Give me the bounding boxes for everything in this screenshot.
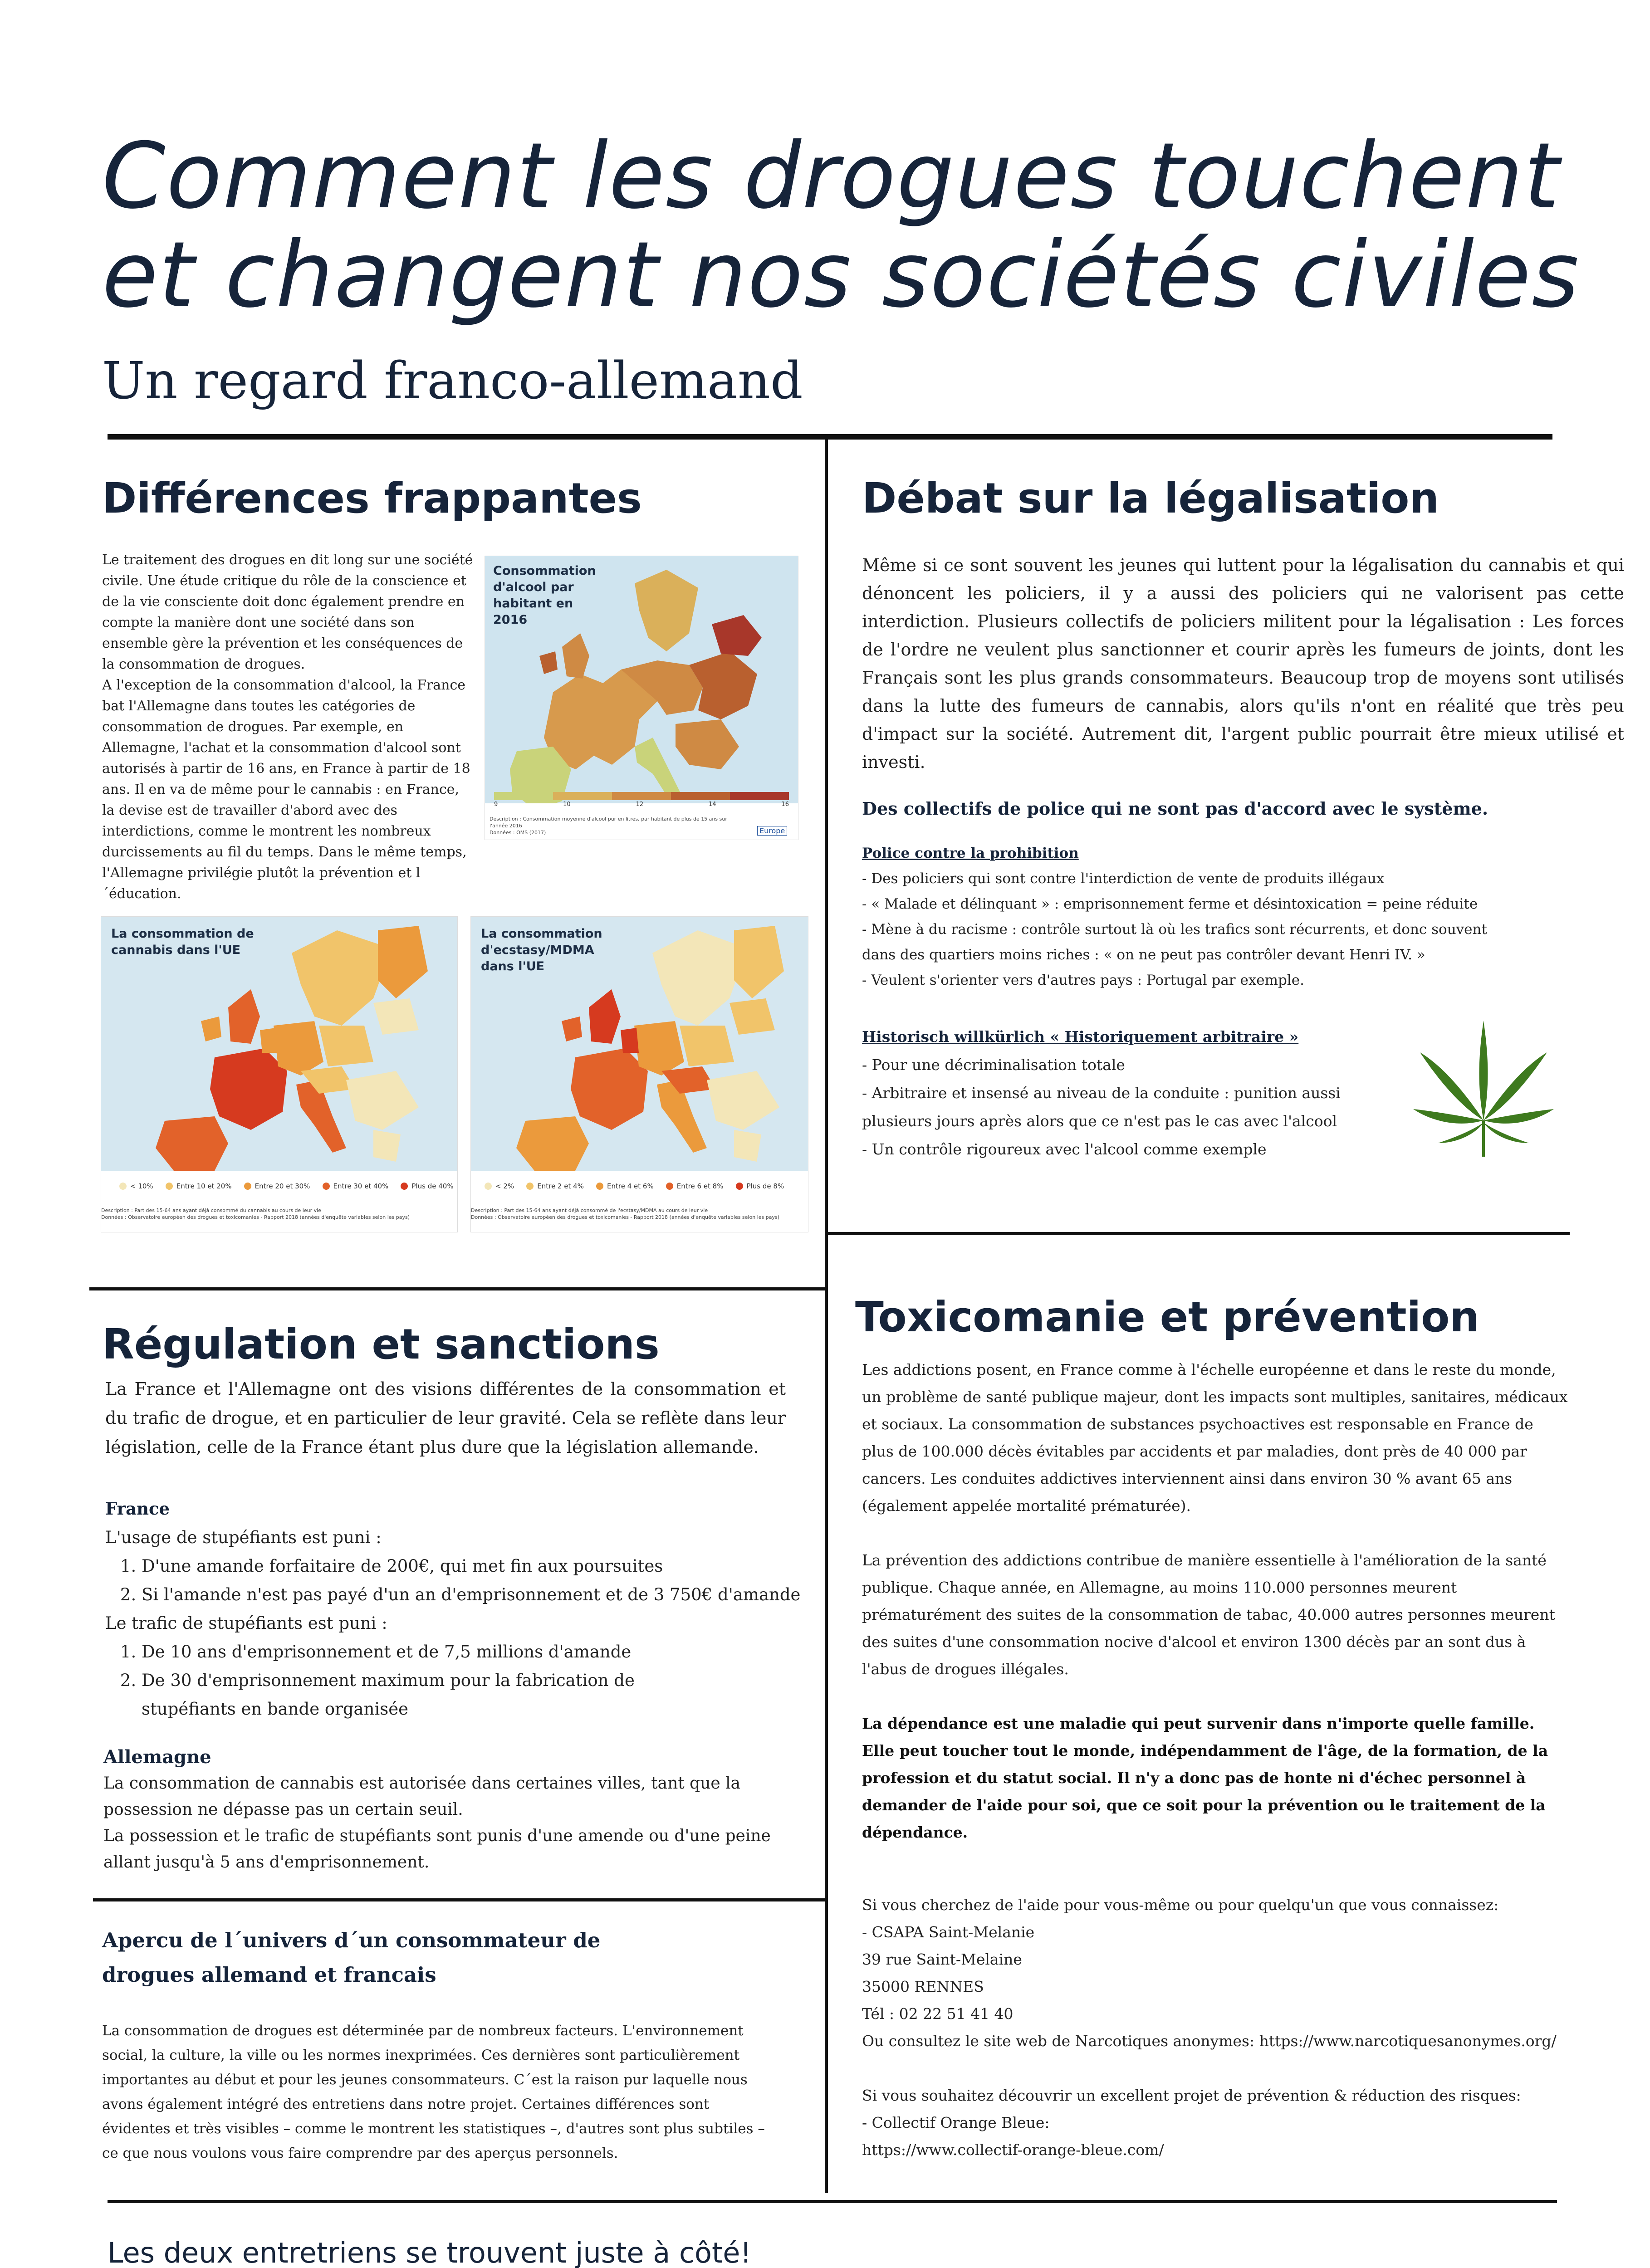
help-line-1: - CSAPA Saint-Melanie bbox=[862, 1923, 1035, 1941]
leaf-right-1 bbox=[1484, 1052, 1547, 1120]
cannabis-legend-item-1 bbox=[119, 1182, 153, 1190]
ecstasy-legend-item-4 bbox=[666, 1182, 724, 1190]
debat-group-1-title: Police contre la prohibition bbox=[862, 845, 1079, 861]
cannabis-legend-label-1: < 10% bbox=[130, 1182, 153, 1190]
alcohol-caption-2: Données : OMS (2017) bbox=[490, 830, 546, 836]
ecstasy-legend-item-1 bbox=[485, 1182, 514, 1190]
map-land-balkans bbox=[676, 719, 739, 769]
ecstasy-legend-item-3 bbox=[596, 1182, 654, 1190]
debat-subheading: Des collectifs de police qui ne sont pas d'accord avec le système. bbox=[862, 798, 1488, 819]
cann-land-ireland bbox=[201, 1017, 221, 1041]
cannabis-legend-label-3: Entre 20 et 30% bbox=[255, 1182, 310, 1190]
debat-group-1-item-1: - Des policiers qui sont contre l'interdiction de vente de produits illégaux bbox=[862, 870, 1385, 887]
project-line-2[interactable]: https://www.collectif-orange-bleue.com/ bbox=[862, 2141, 1164, 2159]
toxicomanie-paragraph-1: Les addictions posent, en France comme à l'échelle européenne et dans le reste du monde, un problème de santé publique majeur, dont les impacts sont multiples, sanitaires, médicaux et sociaux. La consommation de substances psychoactives est responsable en France de plus de 100.000 décès évitables par accidents et par maladies, dont près de 40 000 par cancers. Les conduites addictives interviennent ainsi dans environ 30 % avant 65 ans (également appelée mortalité prématurée). bbox=[862, 1361, 1568, 1515]
help-line-3: 35000 RENNES bbox=[862, 1978, 984, 1995]
project-intro: Si vous souhaitez découvrir un excellent projet de prévention & réduction des risques: bbox=[862, 2087, 1521, 2104]
page-title bbox=[102, 123, 1580, 328]
alcohol-map-caption bbox=[490, 816, 744, 836]
cann-land-balkans bbox=[346, 1071, 419, 1130]
ecs-land-benelux bbox=[621, 1028, 639, 1053]
debat-heading: Débat sur la légalisation bbox=[862, 474, 1439, 523]
differences-paragraph-2: A l'exception de la consommation d'alcool, la France bat l'Allemagne dans toutes les catégories de consommation de drogues. Par exemple, en Allemagne, l'achat et la consommation d'alcool sont autorisés à partir de 16 ans, en France à partir de 18 ans. Il en va de même pour le cannabis : en France, la devise est de travailler d'abord avec des interdictions, comme le montrent les nombreux durcissements au fil du temps. Dans le même temps, l'Allemagne privilégie plutôt la prévention et l´éducation. bbox=[102, 677, 470, 902]
ecstasy-legend bbox=[485, 1182, 794, 1192]
europe-badge: Europe bbox=[757, 826, 787, 836]
help-line-4: Tél : 02 22 51 41 40 bbox=[862, 2005, 1014, 2023]
leaf-left-3 bbox=[1438, 1123, 1484, 1143]
cann-land-finland bbox=[378, 926, 428, 998]
cannabis-legend-label-2: Entre 10 et 20% bbox=[176, 1182, 232, 1190]
alcohol-scale-4 bbox=[671, 792, 730, 800]
map-land-italy bbox=[635, 738, 680, 799]
ecstasy-legend-label-3: Entre 4 et 6% bbox=[607, 1182, 654, 1190]
map-land-nordic bbox=[635, 570, 698, 651]
ecs-land-germany bbox=[634, 1021, 684, 1075]
alcohol-map-title: Consommation d'alcool par habitant en 2016 bbox=[493, 564, 596, 627]
cann-land-france bbox=[210, 1048, 287, 1130]
france-use-item-1: 1. D'une amande forfaitaire de 200€, qui met fin aux poursuites bbox=[142, 1552, 813, 1580]
ecstasy-legend-label-1: < 2% bbox=[495, 1182, 514, 1190]
cann-land-germany bbox=[274, 1021, 323, 1075]
france-use-item-2: 2. Si l'amande n'est pas payé d'un an d'emprisonnement et de 3 750€ d'amande bbox=[142, 1580, 813, 1609]
alcohol-scale-labels bbox=[494, 801, 789, 808]
alcohol-scale-3 bbox=[612, 792, 671, 800]
ecs-land-greece bbox=[734, 1130, 761, 1162]
ecstasy-map-title: La consommation d'ecstasy/MDMA dans l'UE bbox=[481, 927, 602, 973]
ecstasy-legend-label-2: Entre 2 et 4% bbox=[537, 1182, 584, 1190]
help-line-2: 39 rue Saint-Melaine bbox=[862, 1950, 1022, 1968]
legend-dot bbox=[596, 1183, 603, 1190]
cann-land-poland bbox=[319, 1026, 373, 1066]
apercu-heading-line-1: Apercu de l´univers d´un consommateur de bbox=[102, 1928, 601, 1952]
alcohol-map bbox=[485, 556, 798, 840]
debat-group-1-item-4: - Veulent s'orienter vers d'autres pays : Portugal par exemple. bbox=[862, 972, 1305, 988]
legend-dot bbox=[485, 1183, 492, 1190]
germany-paragraph-1: La consommation de cannabis est autorisée dans certaines villes, tant que la possession ne dépasse pas un certain seuil. bbox=[103, 1774, 741, 1819]
ecs-land-france bbox=[571, 1048, 648, 1130]
ecstasy-legend-item-5 bbox=[736, 1182, 784, 1190]
germany-title: Allemagne bbox=[103, 1746, 211, 1768]
header-rule bbox=[108, 434, 1552, 440]
title-line-1: Comment les drogues touchent bbox=[102, 123, 1561, 229]
legend-dot bbox=[244, 1183, 251, 1190]
ecs-land-baltic bbox=[730, 998, 775, 1035]
debat-group-2-item-2: - Arbitraire et insensé au niveau de la conduite : punition aussi plusieurs jours après alors que ce n'est pas le cas avec l'alcool bbox=[862, 1084, 1341, 1130]
legend-dot bbox=[401, 1183, 408, 1190]
france-use: L'usage de stupéfiants est puni : bbox=[105, 1528, 382, 1547]
cannabis-leaf-graphic bbox=[1411, 1016, 1556, 1161]
regulation-heading: Régulation et sanctions bbox=[102, 1320, 660, 1369]
legend-dot bbox=[119, 1183, 127, 1190]
ecstasy-legend-item-2 bbox=[526, 1182, 584, 1190]
france-title: France bbox=[105, 1499, 170, 1519]
cann-land-uk bbox=[228, 989, 260, 1044]
ecs-land-iberia bbox=[516, 1116, 589, 1171]
france-traffic-item-1: 1. De 10 ans d'emprisonnement et de 7,5 millions d'amande bbox=[142, 1637, 731, 1666]
leaf-right-3 bbox=[1484, 1123, 1529, 1143]
toxicomanie-text bbox=[862, 1356, 1570, 2164]
toxicomanie-paragraph-3: La dépendance est une maladie qui peut survenir dans n'importe quelle famille. Elle peut toucher tout le monde, indépendamment de l'âge, de la formation, de la profession et du statut social. Il n'y a donc pas de honte ni d'échec personnel à demander de l'aide pour soi, que ce soit pour la prévention ou le traitement de la dépendance. bbox=[862, 1715, 1548, 1841]
footer-text: Les deux entretriens se trouvent juste à côté! bbox=[108, 2236, 752, 2268]
page-subtitle: Un regard franco-allemand bbox=[102, 352, 803, 411]
cannabis-legend-item-3 bbox=[244, 1182, 310, 1190]
france-traffic: Le trafic de stupéfiants est puni : bbox=[105, 1613, 387, 1633]
ecs-land-ireland bbox=[562, 1017, 582, 1041]
cannabis-legend-item-2 bbox=[166, 1182, 232, 1190]
cann-land-baltic bbox=[373, 998, 419, 1035]
debat-group-2 bbox=[862, 1023, 1361, 1163]
cann-land-benelux bbox=[260, 1028, 278, 1053]
apercu-heading bbox=[102, 1923, 600, 1992]
alcohol-scale-label-1: 9 bbox=[494, 801, 498, 808]
france-use-list bbox=[105, 1552, 813, 1609]
ecstasy-caption-2: Données : Observatoire européen des drogues et toxicomanies - Rapport 2018 (années d'enquête variables selon les pays) bbox=[471, 1214, 779, 1220]
alcohol-scale-label-5: 16 bbox=[781, 801, 789, 808]
legend-dot bbox=[323, 1183, 330, 1190]
ecstasy-map-caption bbox=[471, 1207, 798, 1221]
cannabis-map bbox=[101, 916, 458, 1232]
alcohol-scale-2 bbox=[553, 792, 612, 800]
help-line-5[interactable]: Ou consultez le site web de Narcotiques anonymes: https://www.narcotiquesanonymes.org/ bbox=[862, 2032, 1557, 2050]
right-divider-1 bbox=[828, 1232, 1570, 1235]
title-line-2: et changent nos sociétés civiles bbox=[102, 222, 1580, 328]
leaf-group bbox=[1413, 1021, 1554, 1157]
cannabis-legend-item-5 bbox=[401, 1182, 453, 1190]
alcohol-scale-1 bbox=[494, 792, 553, 800]
toxicomanie-paragraph-2: La prévention des addictions contribue de manière essentielle à l'amélioration de la santé publique. Chaque année, en Allemagne, au moins 110.000 personnes meurent prématurément des suites de la consommation de tabac, 40.000 autres personnes meurent des suites d'une consommation nocive d'alcool et environ 1300 décès par an sont dus à l'abus de drogues illégales. bbox=[862, 1551, 1555, 1678]
debat-group-2-item-3: - Un contrôle rigoureux avec l'alcool comme exemple bbox=[862, 1140, 1267, 1158]
cannabis-map-title: La consommation de cannabis dans l'UE bbox=[111, 927, 254, 957]
cannabis-legend-label-5: Plus de 40% bbox=[411, 1182, 454, 1190]
france-traffic-list bbox=[105, 1637, 731, 1723]
ecs-land-finland bbox=[734, 926, 784, 998]
ecs-land-poland bbox=[680, 1026, 734, 1066]
map-land-ireland bbox=[539, 651, 558, 674]
differences-paragraph-1: Le traitement des drogues en dit long sur une société civile. Une étude critique du rôle de la conscience et de la vie consciente doit donc également prendre en compte la manière dont une société dans son ensemble gère la prévention et les conséquences de la consommation de drogues. bbox=[102, 552, 473, 672]
ecs-land-balkans bbox=[707, 1071, 779, 1130]
debat-group-2-item-1: - Pour une décriminalisation totale bbox=[862, 1056, 1125, 1074]
ecstasy-caption-1: Description : Part des 15-64 ans ayant déjà consommé de l'ecstasy/MDMA au cours de leur vie bbox=[471, 1207, 708, 1213]
cannabis-legend-label-4: Entre 30 et 40% bbox=[333, 1182, 389, 1190]
toxicomanie-heading: Toxicomanie et prévention bbox=[855, 1293, 1479, 1341]
alcohol-scale-5 bbox=[730, 792, 789, 800]
differences-heading: Différences frappantes bbox=[102, 474, 642, 523]
france-traffic-item-2: 2. De 30 d'emprisonnement maximum pour la fabrication de stupéfiants en bande organisée bbox=[142, 1666, 731, 1723]
alcohol-scale-label-3: 12 bbox=[636, 801, 644, 808]
legend-dot bbox=[166, 1183, 173, 1190]
ecs-land-uk bbox=[589, 989, 621, 1044]
apercu-paragraph: La consommation de drogues est déterminée par de nombreux facteurs. L'environnement social, la culture, la ville ou les normes inexprimées. Ces dernières sont particulièrement importantes au début et pour les jeunes consommateurs. C´est la raison pur laquelle nous avons également intégré des entretiens dans notre projet. Certaines différences sont évidentes et très visibles – comme le montrent les statistiques –, d'autres sont plus subtiles – ce que nous voulons vous faire comprendre par des aperçus personnels. bbox=[102, 2023, 765, 2161]
left-divider-2 bbox=[93, 1898, 827, 1901]
left-divider-1 bbox=[89, 1287, 827, 1290]
project-line-1: - Collectif Orange Bleue: bbox=[862, 2114, 1050, 2131]
cannabis-legend-item-4 bbox=[323, 1182, 389, 1190]
ecstasy-legend-label-5: Plus de 8% bbox=[746, 1182, 784, 1190]
germany-paragraph-2: La possession et le trafic de stupéfiants sont punis d'une amende ou d'une peine allant jusqu'à 5 ans d'emprisonnement. bbox=[103, 1827, 771, 1872]
debat-group-2-title: Historisch willkürlich « Historiquement arbitraire » bbox=[862, 1028, 1299, 1046]
map-land-baltic bbox=[712, 615, 762, 656]
cannabis-legend bbox=[119, 1182, 458, 1192]
leaf-stem bbox=[1482, 1120, 1485, 1157]
debat-paragraph-1: Même si ce sont souvent les jeunes qui luttent pour la légalisation du cannabis et qui dénoncent les policiers, il y a aussi des policiers qui ne valorisent pas cette interdiction. Plusieurs collectifs de policiers militent pour la légalisation : Les forces de l'ordre ne veulent plus sanctionner et courir après les fumeurs de joints, dont les Français sont les plus grands consommateurs. Beaucoup trop de moyens sont utilisés dans la lutte des fumeurs de cannabis, alors qu'ils n'ont en réalité que très peu d'impact sur la société. Autrement dit, l'argent public pourrait être mieux utilisé et investi. bbox=[862, 555, 1624, 772]
alcohol-scale-label-2: 10 bbox=[563, 801, 571, 808]
ecstasy-map bbox=[470, 916, 808, 1232]
ecstasy-legend-label-4: Entre 6 et 8% bbox=[676, 1182, 724, 1190]
regulation-intro: La France et l'Allemagne ont des visions différentes de la consommation et du trafic de drogue, et en particulier de leur gravité. Cela se reflète dans leur législation, celle de la France étant plus dure que la législation allemande. bbox=[105, 1379, 786, 1457]
cann-land-iberia bbox=[156, 1116, 228, 1171]
help-intro: Si vous cherchez de l'aide pour vous-même ou pour quelqu'un que vous connaissez: bbox=[862, 1896, 1499, 1914]
germany-details bbox=[103, 1744, 820, 1876]
differences-text bbox=[102, 550, 474, 904]
cann-land-greece bbox=[373, 1130, 401, 1162]
map-land-uk bbox=[562, 633, 589, 679]
alcohol-caption-1: Description : Consommation moyenne d'alcool pur en litres, par habitant de plus de 15 ans sur l'année 2016 bbox=[490, 816, 727, 829]
leaf-center bbox=[1479, 1021, 1488, 1120]
debat-group-1-item-3: - Mène à du racisme : contrôle surtout là où les trafics sont récurrents, et donc souvent dans des quartiers moins riches : « on ne peut pas contrôler devant Henri IV. » bbox=[862, 921, 1487, 963]
apercu-heading-line-2: drogues allemand et francais bbox=[102, 1963, 436, 1987]
cannabis-map-caption bbox=[101, 1207, 446, 1221]
legend-dot bbox=[526, 1183, 534, 1190]
bottom-rule bbox=[108, 2200, 1557, 2203]
cannabis-caption-1: Description : Part des 15-64 ans ayant déjà consommé du cannabis au cours de leur vie bbox=[101, 1207, 321, 1213]
cannabis-leaf-icon bbox=[1411, 1016, 1556, 1161]
center-vertical-divider bbox=[825, 438, 828, 2193]
legend-dot bbox=[736, 1183, 743, 1190]
regulation-details bbox=[105, 1495, 813, 1723]
leaf-left-1 bbox=[1420, 1052, 1484, 1120]
debat-group-1 bbox=[862, 841, 1506, 993]
alcohol-scale-label-4: 14 bbox=[709, 801, 716, 808]
debat-group-1-item-2: - « Malade et délinquant » : emprisonnement ferme et désintoxication = peine réduite bbox=[862, 896, 1478, 912]
legend-dot bbox=[666, 1183, 673, 1190]
cannabis-caption-2: Données : Observatoire européen des drogues et toxicomanies - Rapport 2018 (années d'enquête variables selon les pays) bbox=[101, 1214, 410, 1220]
